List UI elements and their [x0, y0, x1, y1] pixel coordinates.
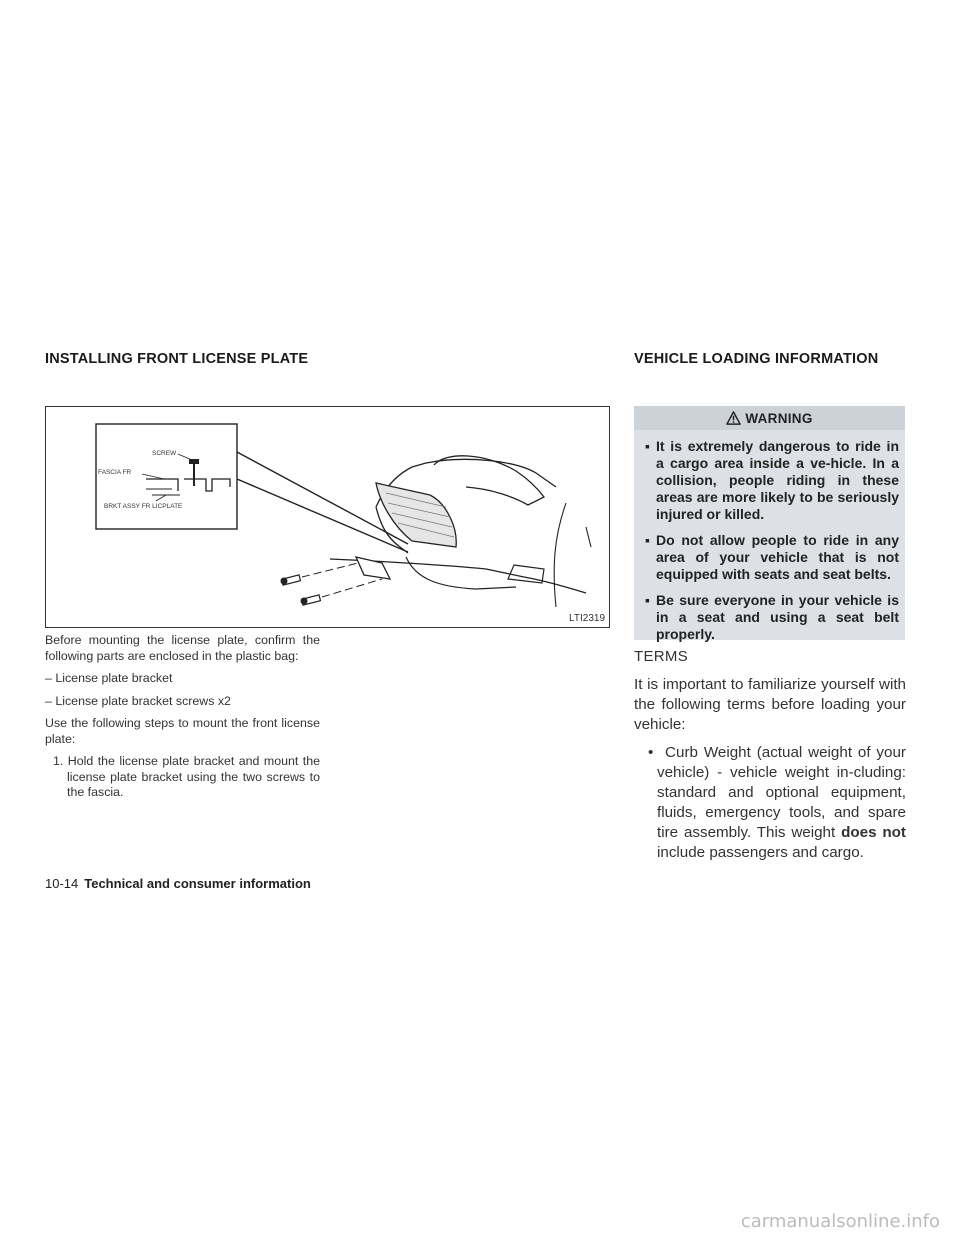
car-headlight [434, 456, 544, 505]
watermark: carmanualsonline.info [740, 1211, 940, 1232]
curb-weight-item: • Curb Weight (actual weight of your vehicle) - vehicle weight in-cluding: standard and optional equipment, fluids, emergency tools, and spare tire assembly. This weight does not include passengers and cargo. [648, 744, 906, 861]
license-plate-instructions [45, 633, 320, 801]
warning-triangle-icon [726, 411, 741, 425]
steps-intro: Use the following steps to mount the front license plate: [45, 716, 320, 746]
part-item: – License plate bracket screws x2 [45, 693, 231, 708]
callout-screw: SCREW [152, 450, 177, 457]
page-footer [45, 876, 311, 891]
parts-intro: Before mounting the license plate, confirm the following parts are enclosed in the plastic bag: [45, 633, 320, 663]
warning-header [634, 406, 905, 430]
chapter-title: Technical and consumer information [84, 876, 311, 891]
figure-code: LTI2319 [569, 613, 605, 624]
car-fender-curve [554, 503, 566, 607]
vehicle-loading-text [634, 648, 906, 863]
section-heading-vehicle-loading: VEHICLE LOADING INFORMATION [634, 351, 879, 367]
warning-item: ▪ It is extremely dangerous to ride in a cargo area inside a ve-hicle. In a collision, people riding in these areas are more likely to be seriously injured or killed. [645, 438, 899, 522]
car-grille [376, 483, 456, 547]
step-item: 1. Hold the license plate bracket and mount the license plate bracket using the two screws to the fascia. [53, 754, 320, 799]
page-number: 10-14 [45, 876, 79, 891]
screw-upper [281, 575, 301, 585]
warning-list [634, 430, 905, 643]
terms-intro: It is important to familiarize yourself with the following terms before loading your vehicle: [634, 676, 906, 733]
warning-item: ▪ Do not allow people to ride in any area of your vehicle that is not equipped with seats and seat belts. [645, 532, 899, 582]
section-heading-license-plate: INSTALLING FRONT LICENSE PLATE [45, 351, 309, 367]
warning-title: WARNING [745, 410, 813, 426]
part-item: – License plate bracket [45, 671, 173, 685]
warning-item: ▪ Be sure everyone in your vehicle is in a seat and using a seat belt properly. [645, 592, 899, 642]
terms-heading: TERMS [634, 648, 688, 665]
inset-detail-box [96, 424, 237, 529]
screw-lower [301, 595, 321, 605]
callout-fascia: FASCIA FR [98, 469, 132, 476]
license-plate-bracket [356, 557, 390, 579]
callout-bracket: BRKT ASSY FR LICPLATE [104, 503, 183, 510]
license-plate-illustration [46, 407, 610, 628]
license-plate-figure [45, 406, 610, 628]
warning-box [634, 406, 905, 640]
